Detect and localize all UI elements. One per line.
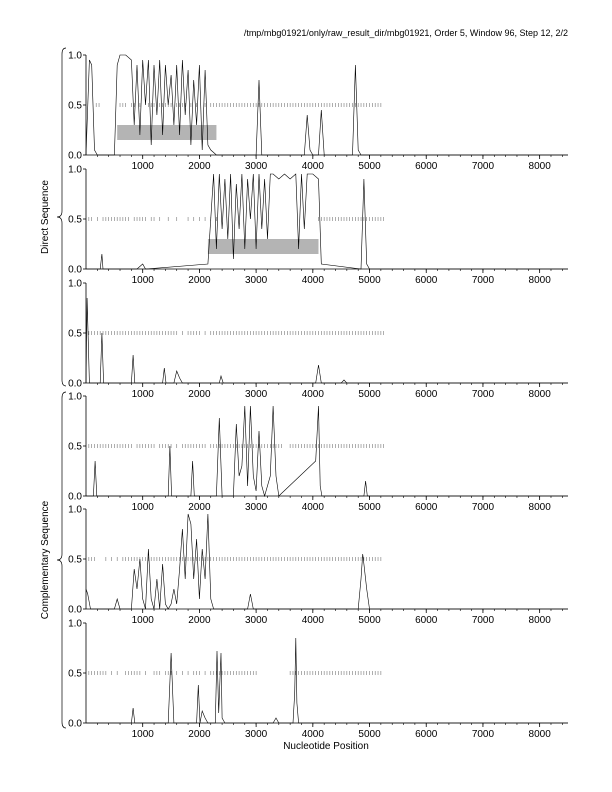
x-tick-label: 8000 bbox=[528, 729, 551, 740]
x-tick-label: 6000 bbox=[415, 275, 438, 286]
series-line bbox=[86, 174, 568, 269]
x-tick-label: 1000 bbox=[131, 275, 154, 286]
series-line bbox=[86, 406, 568, 496]
y-tick-label: 0.0 bbox=[68, 718, 82, 730]
group-brackets bbox=[40, 48, 66, 728]
x-tick-label: 1000 bbox=[131, 729, 154, 740]
x-tick-label: 7000 bbox=[471, 389, 495, 400]
y-tick-label: 1.0 bbox=[68, 504, 82, 516]
complementary-sequence-bracket bbox=[57, 392, 66, 728]
x-axis-label: Nucleotide Position bbox=[283, 741, 369, 752]
x-tick-label: 7000 bbox=[471, 275, 495, 286]
x-tick-label: 5000 bbox=[358, 389, 381, 400]
x-tick-label: 2000 bbox=[188, 389, 211, 400]
complementary-sequence-label: Complementary Sequence bbox=[40, 500, 51, 620]
y-tick-label: 0.0 bbox=[68, 150, 82, 162]
x-tick-label: 7000 bbox=[471, 502, 495, 513]
x-tick-label: 8000 bbox=[528, 615, 551, 626]
x-tick-label: 1000 bbox=[131, 502, 154, 513]
series-line bbox=[86, 514, 568, 609]
x-tick-label: 4000 bbox=[301, 502, 324, 513]
x-tick-label: 6000 bbox=[415, 502, 438, 513]
x-tick-label: 7000 bbox=[471, 729, 495, 740]
y-tick-label: 0.5 bbox=[68, 214, 82, 226]
y-tick-label: 1.0 bbox=[68, 164, 82, 176]
y-tick-label: 0.0 bbox=[68, 378, 82, 390]
x-tick-label: 3000 bbox=[244, 615, 268, 626]
y-tick-label: 0.5 bbox=[68, 668, 82, 680]
x-tick-label: 6000 bbox=[415, 729, 438, 740]
x-tick-label: 1000 bbox=[131, 615, 154, 626]
x-tick-label: 4000 bbox=[301, 161, 324, 172]
direct-sequence-bracket bbox=[57, 48, 66, 386]
x-tick-label: 6000 bbox=[415, 615, 438, 626]
y-tick-label: 0.5 bbox=[68, 554, 82, 566]
highlight-region bbox=[208, 239, 319, 254]
x-tick-label: 8000 bbox=[528, 161, 551, 172]
panel-2 bbox=[68, 165, 568, 287]
x-tick-label: 7000 bbox=[471, 161, 495, 172]
direct-sequence-label: Direct Sequence bbox=[40, 180, 51, 254]
x-tick-label: 1000 bbox=[131, 389, 154, 400]
x-tick-label: 3000 bbox=[244, 729, 268, 740]
x-tick-label: 4000 bbox=[301, 389, 324, 400]
x-tick-label: 8000 bbox=[528, 389, 551, 400]
y-tick-label: 1.0 bbox=[68, 50, 82, 62]
x-tick-label: 5000 bbox=[358, 161, 381, 172]
x-tick-label: 2000 bbox=[188, 161, 211, 172]
x-tick-label: 3000 bbox=[244, 502, 268, 513]
y-tick-label: 1.0 bbox=[68, 278, 82, 290]
series-line bbox=[86, 638, 568, 723]
x-tick-label: 5000 bbox=[358, 502, 381, 513]
x-tick-label: 7000 bbox=[471, 615, 495, 626]
x-tick-label: 5000 bbox=[358, 729, 381, 740]
y-tick-label: 0.0 bbox=[68, 491, 82, 503]
x-tick-label: 4000 bbox=[301, 729, 324, 740]
x-tick-label: 2000 bbox=[188, 275, 211, 286]
x-tick-label: 6000 bbox=[415, 161, 438, 172]
x-tick-label: 3000 bbox=[244, 161, 268, 172]
y-tick-label: 0.5 bbox=[68, 441, 82, 453]
x-tick-label: 2000 bbox=[188, 729, 211, 740]
panel-4 bbox=[68, 392, 568, 514]
x-tick-label: 1000 bbox=[131, 161, 154, 172]
y-tick-label: 1.0 bbox=[68, 391, 82, 403]
panel-6 bbox=[68, 619, 568, 741]
x-tick-label: 3000 bbox=[244, 275, 268, 286]
x-tick-label: 8000 bbox=[528, 275, 551, 286]
y-tick-label: 0.0 bbox=[68, 604, 82, 616]
panel-5 bbox=[68, 505, 568, 627]
y-tick-label: 0.0 bbox=[68, 264, 82, 276]
panel-3 bbox=[68, 279, 568, 401]
x-tick-label: 4000 bbox=[301, 615, 324, 626]
x-tick-label: 5000 bbox=[358, 275, 381, 286]
x-tick-label: 8000 bbox=[528, 502, 551, 513]
x-tick-label: 2000 bbox=[188, 502, 211, 513]
header-path: /tmp/mbg01921/only/raw_result_dir/mbg01921, Order 5, Window 96, Step 12, 2/2 bbox=[243, 28, 568, 38]
panels bbox=[68, 51, 568, 741]
x-tick-label: 6000 bbox=[415, 389, 438, 400]
x-tick-label: 3000 bbox=[244, 389, 268, 400]
x-tick-label: 5000 bbox=[358, 615, 381, 626]
series-line bbox=[86, 298, 568, 383]
panel-1 bbox=[68, 51, 568, 173]
y-tick-label: 1.0 bbox=[68, 618, 82, 630]
y-tick-label: 0.5 bbox=[68, 328, 82, 340]
x-tick-label: 4000 bbox=[301, 275, 324, 286]
x-tick-label: 2000 bbox=[188, 615, 211, 626]
y-tick-label: 0.5 bbox=[68, 100, 82, 112]
